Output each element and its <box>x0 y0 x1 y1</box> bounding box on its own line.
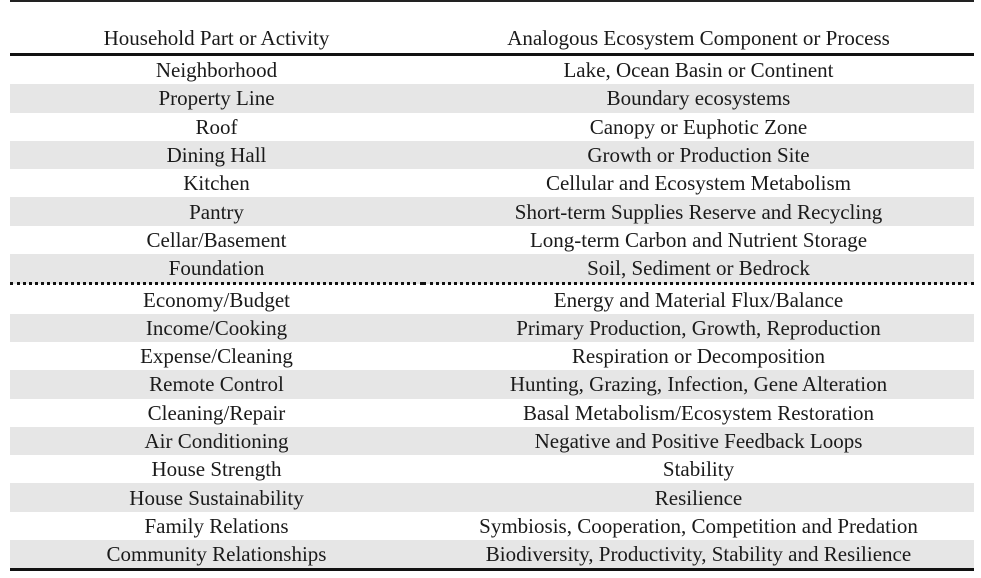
household-cell: Family Relations <box>144 513 289 538</box>
ecosystem-cell: Soil, Sediment or Bedrock <box>423 254 974 284</box>
ecosystem-cell: Primary Production, Growth, Reproduction <box>423 314 974 342</box>
ecosystem-cell: Hunting, Grazing, Infection, Gene Alteration <box>423 370 974 398</box>
household-cell: Pantry <box>10 197 423 225</box>
header-ecosystem: Analogous Ecosystem Component or Process <box>423 24 974 55</box>
household-cell: Air Conditioning <box>10 427 423 455</box>
table-row <box>10 399 974 427</box>
ecosystem-cell: Growth or Production Site <box>423 141 974 169</box>
household-cell: Community Relationships <box>10 540 423 570</box>
household-cell: Roof <box>195 114 238 139</box>
table-row <box>10 141 974 169</box>
household-cell: Property Line <box>10 84 423 112</box>
table-row <box>10 284 974 314</box>
household-cell: Dining Hall <box>10 141 423 169</box>
ecosystem-cell: Boundary ecosystems <box>423 84 974 112</box>
table-row <box>10 314 974 342</box>
household-cell: Income/Cooking <box>10 314 423 342</box>
household-cell: House Sustainability <box>10 483 423 511</box>
ecosystem-cell: Biodiversity, Productivity, Stability and Resilience <box>423 540 974 570</box>
table-row <box>10 483 974 511</box>
analogy-table <box>10 24 974 571</box>
table-row <box>10 55 974 85</box>
household-cell: House Strength <box>151 457 282 482</box>
ecosystem-cell: Respiration or Decomposition <box>571 344 826 369</box>
table-row <box>10 113 974 141</box>
table-row <box>10 254 974 284</box>
household-cell: Expense/Cleaning <box>140 344 293 369</box>
header-row <box>10 24 974 55</box>
table-row <box>10 540 974 570</box>
ecosystem-cell: Cellular and Ecosystem Metabolism <box>545 171 852 196</box>
ecosystem-cell: Basal Metabolism/Ecosystem Restoration <box>522 400 875 425</box>
table-row <box>10 84 974 112</box>
table-row <box>10 455 974 483</box>
header-household: Household Part or Activity <box>10 24 423 55</box>
table-row <box>10 342 974 370</box>
household-cell: Neighborhood <box>155 58 278 83</box>
ecosystem-cell: Energy and Material Flux/Balance <box>553 287 844 312</box>
table-row <box>10 197 974 225</box>
ecosystem-cell: Resilience <box>423 483 974 511</box>
table-row <box>10 226 974 254</box>
ecosystem-cell: Symbiosis, Cooperation, Competition and Predation <box>479 513 918 538</box>
household-cell: Cellar/Basement <box>146 227 287 252</box>
table-row <box>10 427 974 455</box>
table-row <box>10 169 974 197</box>
ecosystem-cell: Stability <box>662 457 735 482</box>
top-rule <box>10 0 974 2</box>
table-row <box>10 512 974 540</box>
household-cell: Remote Control <box>10 370 423 398</box>
household-cell: Foundation <box>10 254 423 284</box>
ecosystem-cell: Negative and Positive Feedback Loops <box>423 427 974 455</box>
household-cell: Cleaning/Repair <box>147 400 286 425</box>
ecosystem-cell: Lake, Ocean Basin or Continent <box>563 58 834 83</box>
table-body <box>10 55 974 570</box>
ecosystem-cell: Long-term Carbon and Nutrient Storage <box>529 227 868 252</box>
table-row <box>10 370 974 398</box>
household-cell: Economy/Budget <box>143 287 290 312</box>
ecosystem-cell: Short-term Supplies Reserve and Recycling <box>423 197 974 225</box>
household-cell: Kitchen <box>183 171 250 196</box>
ecosystem-cell: Canopy or Euphotic Zone <box>589 114 808 139</box>
